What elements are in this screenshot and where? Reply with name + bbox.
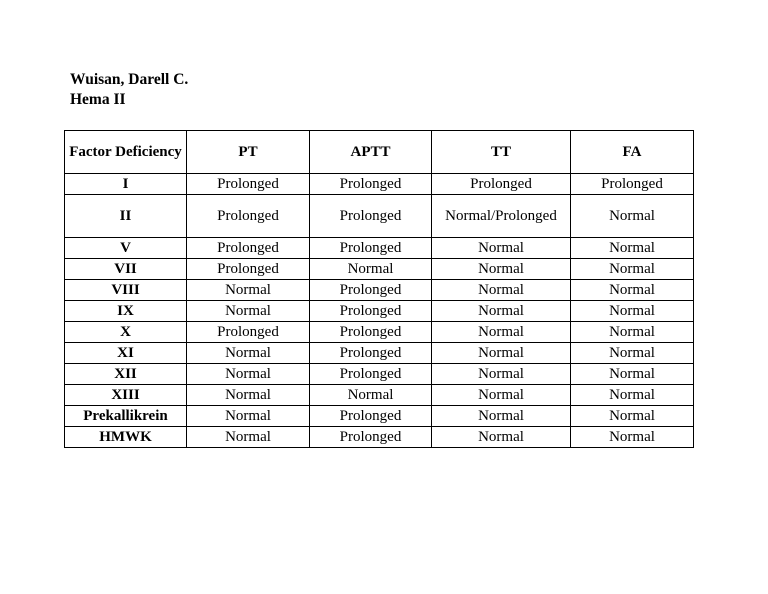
aptt-cell: Prolonged [310,174,432,195]
factor-cell: HMWK [65,427,187,448]
tt-cell: Normal [432,238,571,259]
factor-cell: VII [65,259,187,280]
table-row [65,427,694,448]
column-header-aptt: APTT [310,131,432,174]
pt-cell: Prolonged [187,322,310,343]
tt-cell: Normal/Prolonged [432,195,571,238]
pt-cell: Prolonged [187,195,310,238]
aptt-cell: Prolonged [310,406,432,427]
tt-cell: Prolonged [432,174,571,195]
fa-cell: Prolonged [571,174,694,195]
aptt-cell: Prolonged [310,322,432,343]
pt-cell: Normal [187,343,310,364]
column-header-tt: TT [432,131,571,174]
aptt-cell: Prolonged [310,364,432,385]
fa-cell: Normal [571,301,694,322]
tt-cell: Normal [432,427,571,448]
aptt-cell: Prolonged [310,238,432,259]
factor-cell: XIII [65,385,187,406]
pt-cell: Normal [187,280,310,301]
factor-cell: V [65,238,187,259]
tt-cell: Normal [432,322,571,343]
fa-cell: Normal [571,195,694,238]
pt-cell: Normal [187,427,310,448]
tt-cell: Normal [432,406,571,427]
course-title: Hema II [70,91,126,108]
table-row [65,195,694,238]
pt-cell: Prolonged [187,238,310,259]
tt-cell: Normal [432,343,571,364]
coagulation-factor-table [64,130,694,448]
table-row [65,238,694,259]
table-row [65,385,694,406]
pt-cell: Normal [187,364,310,385]
aptt-cell: Prolonged [310,280,432,301]
pt-cell: Prolonged [187,174,310,195]
tt-cell: Normal [432,259,571,280]
factor-cell: XI [65,343,187,364]
fa-cell: Normal [571,322,694,343]
factor-cell: X [65,322,187,343]
table-row [65,406,694,427]
aptt-cell: Prolonged [310,427,432,448]
factor-cell: IX [65,301,187,322]
table-row [65,322,694,343]
factor-cell: II [65,195,187,238]
table-row [65,301,694,322]
column-header-pt: PT [187,131,310,174]
student-name: Wuisan, Darell C. [70,71,189,88]
aptt-cell: Prolonged [310,195,432,238]
tt-cell: Normal [432,301,571,322]
table-row [65,343,694,364]
table-row [65,364,694,385]
tt-cell: Normal [432,364,571,385]
fa-cell: Normal [571,238,694,259]
factor-cell: Prekallikrein [65,406,187,427]
aptt-cell: Normal [310,385,432,406]
pt-cell: Normal [187,385,310,406]
tt-cell: Normal [432,280,571,301]
table-header-row [65,131,694,174]
pt-cell: Normal [187,406,310,427]
pt-cell: Prolonged [187,259,310,280]
table-row [65,259,694,280]
factor-cell: VIII [65,280,187,301]
fa-cell: Normal [571,343,694,364]
column-header-fa: FA [571,131,694,174]
factor-cell: I [65,174,187,195]
fa-cell: Normal [571,364,694,385]
fa-cell: Normal [571,259,694,280]
fa-cell: Normal [571,406,694,427]
document-header [70,70,188,110]
fa-cell: Normal [571,385,694,406]
factor-cell: XII [65,364,187,385]
pt-cell: Normal [187,301,310,322]
table-row [65,174,694,195]
aptt-cell: Prolonged [310,301,432,322]
fa-cell: Normal [571,280,694,301]
aptt-cell: Prolonged [310,343,432,364]
aptt-cell: Normal [310,259,432,280]
fa-cell: Normal [571,427,694,448]
table-row [65,280,694,301]
column-header-factor: Factor Deficiency [65,131,187,174]
tt-cell: Normal [432,385,571,406]
